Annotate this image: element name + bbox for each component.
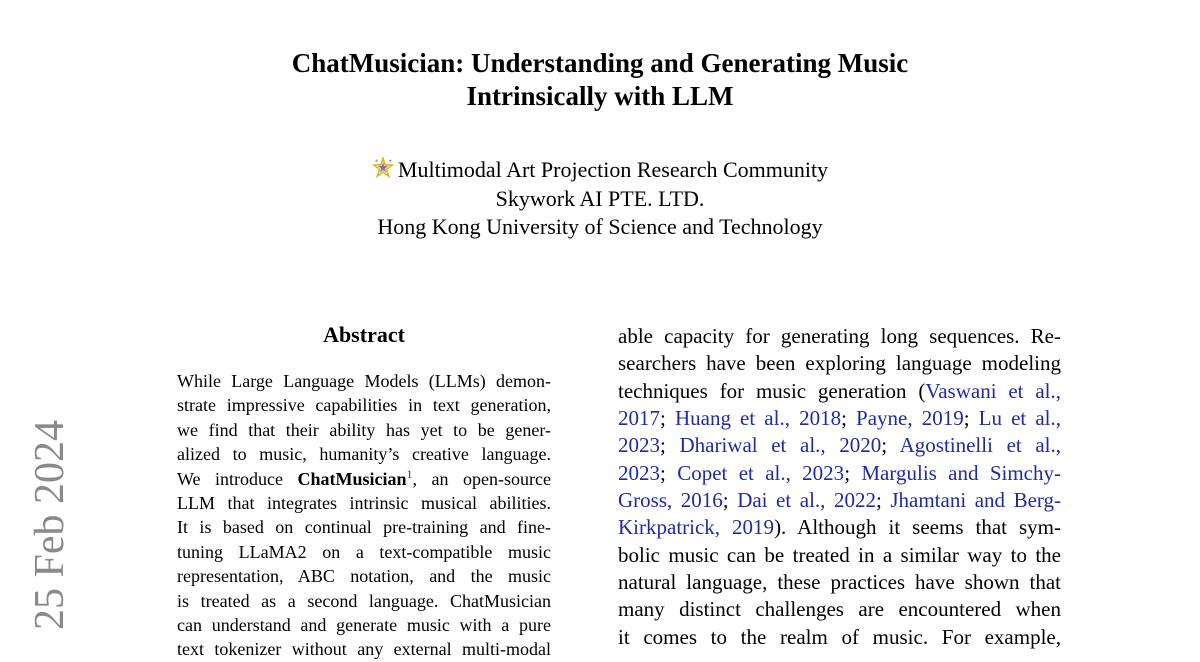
affiliation-3: Hong Kong University of Science and Technology xyxy=(377,214,823,239)
citation-link[interactable]: Dai et al., 2022 xyxy=(737,488,876,513)
citation-separator: ; xyxy=(844,460,862,485)
citation-link[interactable]: Dhariwal et al., 2020 xyxy=(679,433,882,458)
abstract-line: While Large Language Models (LLMs) demon- xyxy=(177,371,551,391)
abstract-line: is treated as a second language. ChatMusician xyxy=(177,590,551,611)
citation-link[interactable]: 2023 xyxy=(618,460,660,485)
abstract-line: representation, ABC notation, and the music xyxy=(177,566,551,587)
citation-link[interactable]: Agostinelli et al., xyxy=(899,433,1061,458)
body-line: searchers have been exploring language modeling xyxy=(618,351,1061,376)
paper-title xyxy=(0,47,1200,113)
citation-separator: ; xyxy=(881,433,900,458)
abstract-line: text tokenizer without any external multi-modal xyxy=(177,639,551,660)
intro-body-text xyxy=(618,323,1061,651)
citation-link[interactable]: Margulis and Simchy- xyxy=(861,460,1061,485)
citation-link[interactable]: Huang et al., 2018 xyxy=(674,406,842,431)
citation-link[interactable]: 2023 xyxy=(618,433,660,458)
abstract-heading: Abstract xyxy=(323,322,405,347)
citation-link[interactable]: Payne, 2019 xyxy=(856,406,964,431)
affiliation-2: Skywork AI PTE. LTD. xyxy=(495,185,705,211)
body-line xyxy=(618,405,1061,432)
model-name: ChatMusician xyxy=(297,468,407,489)
citation-separator: ; xyxy=(660,460,678,485)
citation-link[interactable]: 2017 xyxy=(618,406,660,431)
citation-link[interactable]: Gross, 2016 xyxy=(618,488,723,513)
title-line-1: ChatMusician: Understanding and Generating Music xyxy=(291,48,909,78)
citation-separator: ; xyxy=(660,433,680,458)
footnote-marker[interactable]: 1 xyxy=(406,466,413,481)
citation-separator: ; xyxy=(875,488,891,513)
body-line: it comes to the realm of music. For example, xyxy=(618,624,1061,649)
body-line xyxy=(618,378,1061,405)
citation-link[interactable]: Jhamtani and Berg- xyxy=(890,488,1061,513)
citation-link[interactable]: Vaswani et al., xyxy=(925,378,1061,403)
abstract-body xyxy=(177,369,551,662)
abstract-line: strate impressive capabilities in text generation, xyxy=(177,395,551,416)
abstract-line: can understand and generate music with a pure xyxy=(177,615,551,636)
citation-link[interactable]: Copet et al., 2023 xyxy=(677,460,845,485)
affiliations xyxy=(0,156,1200,242)
arxiv-date-stamp xyxy=(28,420,72,630)
citation-separator: ; xyxy=(660,406,675,431)
affiliation-1: Multimodal Art Projection Research Community xyxy=(397,157,829,182)
abstract-line: alized to music, humanity’s creative language. xyxy=(177,444,551,465)
abstract-line: tuning LLaMA2 on a text-compatible music xyxy=(177,541,551,562)
body-line: bolic music can be treated in a similar way to the xyxy=(618,542,1061,567)
arxiv-date-text: 25 Feb 2024 xyxy=(27,420,73,630)
citation-separator: ; xyxy=(722,488,738,513)
body-text: techniques for music generation ( xyxy=(618,378,926,403)
body-line: natural language, these practices have shown that xyxy=(618,570,1061,595)
body-line xyxy=(618,487,1061,514)
citation-link[interactable]: Lu et al., xyxy=(978,406,1062,431)
abstract-line: LLM that integrates intrinsic musical abilities. xyxy=(177,493,551,514)
body-line xyxy=(618,432,1061,459)
citation-link[interactable]: Kirkpatrick, 2019 xyxy=(618,515,775,540)
affiliation-m-a-p xyxy=(0,156,1200,185)
abstract-line: It is based on continual pre-training and fine- xyxy=(177,517,551,538)
body-line xyxy=(618,460,1061,487)
body-line: many distinct challenges are encountered when xyxy=(618,597,1061,622)
abstract-line-tail: , an open-source xyxy=(412,468,552,489)
body-line: able capacity for generating long sequences. Re- xyxy=(618,324,1061,348)
map-star-logo-icon xyxy=(372,157,394,179)
title-line-2: Intrinsically with LLM xyxy=(466,81,734,111)
body-line xyxy=(618,514,1061,541)
body-text: ). Although it seems that sym- xyxy=(774,515,1061,540)
citation-separator: ; xyxy=(841,406,857,431)
abstract-line: we find that their ability has yet to be gener- xyxy=(177,419,551,440)
abstract-line xyxy=(177,467,551,491)
abstract-line-intro: We introduce xyxy=(177,468,298,489)
citation-separator: ; xyxy=(963,406,979,431)
